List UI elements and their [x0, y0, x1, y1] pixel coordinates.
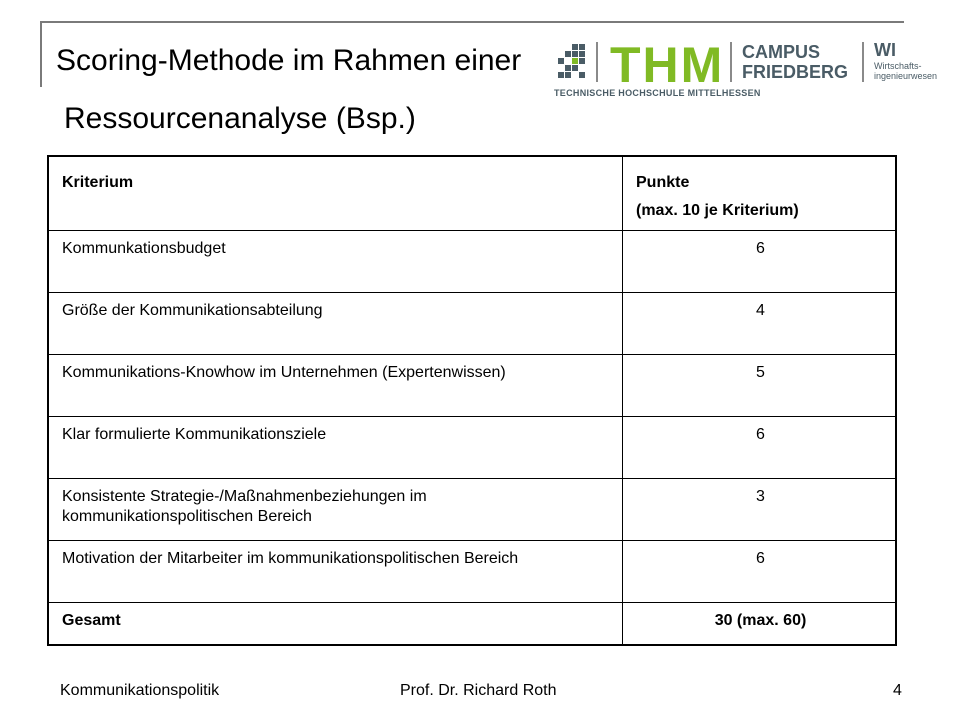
table-row — [48, 293, 896, 355]
logo-divider — [730, 42, 732, 82]
thm-logo — [552, 34, 938, 100]
table-header-row — [48, 156, 896, 231]
logo-dept-sub — [874, 61, 937, 81]
footer-author: Prof. Dr. Richard Roth — [400, 682, 557, 699]
logo-dept-sub2: ingenieurwesen — [874, 71, 938, 81]
logo-campus — [742, 42, 848, 82]
logo-campus-line2: FRIEDBERG — [742, 62, 849, 82]
logo-divider — [862, 42, 864, 82]
row-criterion: Größe der Kommunikationsabteilung — [48, 293, 623, 355]
row-criterion: Motivation der Mitarbeiter im kommunikationspolitischen Bereich — [48, 541, 623, 603]
slide-title-line1: Scoring-Methode im Rahmen einer — [56, 44, 522, 77]
logo-dept: WI — [874, 40, 896, 60]
scoring-table — [47, 155, 897, 646]
footer-course: Kommunikationspolitik — [60, 682, 220, 699]
footer-page-number: 4 — [893, 682, 902, 699]
logo-campus-line1: CAMPUS — [742, 42, 821, 62]
table-row — [48, 541, 896, 603]
table-row — [48, 231, 896, 293]
row-points: 4 — [623, 293, 897, 355]
header-criterion: Kriterium — [48, 156, 623, 231]
table-row — [48, 355, 896, 417]
total-label: Gesamt — [48, 603, 623, 646]
slide-title-line2: Ressourcenanalyse (Bsp.) — [64, 102, 416, 135]
thm-grid-icon — [558, 44, 586, 80]
table-total-row — [48, 603, 896, 646]
header-points-line1: Punkte — [636, 174, 690, 191]
logo-dept-sub1: Wirtschafts- — [874, 61, 922, 71]
header-points — [623, 156, 897, 231]
row-points: 3 — [623, 479, 897, 541]
slide-frame-left — [40, 21, 42, 87]
header-points-line2: (max. 10 je Kriterium) — [636, 202, 799, 219]
row-criterion: Konsistente Strategie-/Maßnahmenbeziehungen im kommunikationspolitischen Bereich — [48, 479, 623, 541]
row-criterion: Kommunkationsbudget — [48, 231, 623, 293]
table-row — [48, 479, 896, 541]
total-value: 30 (max. 60) — [623, 603, 897, 646]
logo-thm-text: THM — [610, 37, 725, 93]
slide-frame-top — [40, 21, 904, 23]
logo-tagline: TECHNISCHE HOCHSCHULE MITTELHESSEN — [554, 88, 761, 98]
row-points: 6 — [623, 231, 897, 293]
row-criterion: Kommunikations-Knowhow im Unternehmen (Expertenwissen) — [48, 355, 623, 417]
row-criterion: Klar formulierte Kommunikationsziele — [48, 417, 623, 479]
row-points: 6 — [623, 541, 897, 603]
row-points: 6 — [623, 417, 897, 479]
logo-divider — [596, 42, 598, 82]
row-points: 5 — [623, 355, 897, 417]
table-row — [48, 417, 896, 479]
